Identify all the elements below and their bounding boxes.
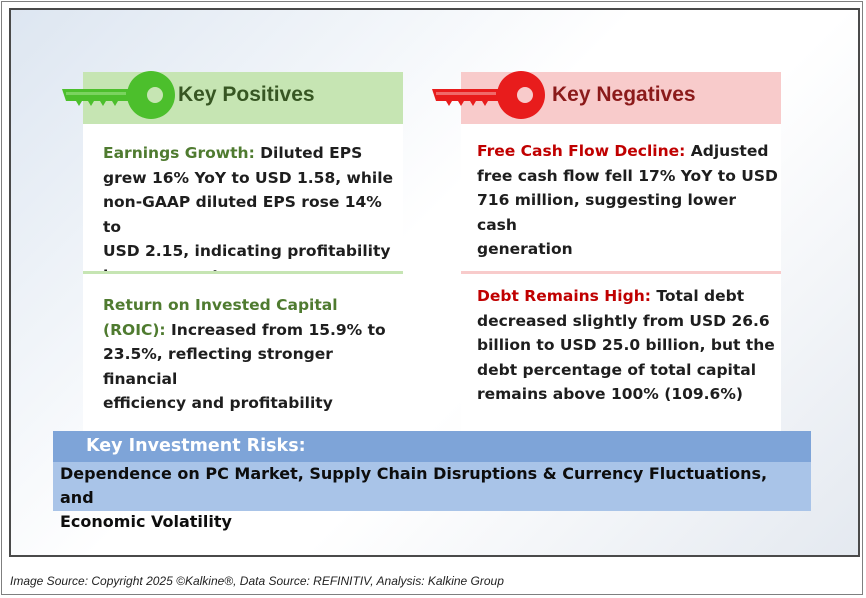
key-negatives-title: Key Negatives [552,83,696,106]
negative-item-line: remains above 100% (109.6%) [477,385,743,403]
positive-item-line: non-GAAP diluted EPS rose 14% to [103,193,382,236]
negative-item-line: free cash flow fell 17% YoY to USD [477,166,778,185]
positive-item-earnings-growth [83,124,403,271]
key-green-icon [58,66,178,124]
negative-item-lead: Free Cash Flow Decline: [477,142,686,160]
negative-item-free-cash-flow [461,124,781,271]
negative-item-text: Adjusted [685,142,769,160]
positive-item-line: efficiency and profitability [103,394,333,412]
key-investment-risks-bar [53,431,811,462]
negative-item-line: decreased slightly from USD 26.6 [477,311,770,330]
negative-item-line: debt percentage of total capital [477,360,757,379]
negative-item-lead: Debt Remains High: [477,287,651,305]
positive-item-lead: (ROIC): [103,320,166,339]
positive-item-lead: Return on Invested Capital [103,296,338,314]
positive-item-line [103,141,403,166]
positive-item-line: grew 16% YoY to USD 1.58, while [103,168,394,187]
negative-item-line: 716 million, suggesting lower cash [477,191,736,234]
negative-item-line [477,284,781,309]
positive-item-roic [83,274,403,431]
positive-item-text: Diluted EPS [254,144,363,162]
key-positives-title: Key Positives [178,83,315,106]
positive-item-text: Increased from 15.9% to [165,320,386,339]
key-investment-risks-title: Key Investment Risks: [86,436,306,456]
positive-item-line [103,318,403,343]
negative-item-line: generation [477,240,573,258]
positive-item-lead: Earnings Growth: [103,144,255,162]
key-red-icon [428,66,548,124]
risks-line: Economic Volatility [60,512,232,531]
key-investment-risks-box [53,431,811,531]
negative-item-line: billion to USD 25.0 billion, but the [477,336,775,354]
image-source-caption: Image Source: Copyright 2025 ©Kalkine®, Data Source: REFINITIV, Analysis: Kalkine Group [10,574,504,588]
negative-item-line [477,139,781,164]
positive-item-line: USD 2.15, indicating profitability [103,242,391,260]
negative-item-text: Total debt [650,287,745,305]
risks-line: Dependence on PC Market, Supply Chain Disruptions & Currency Fluctuations, and [60,464,768,507]
negative-item-debt [461,274,781,431]
key-investment-risks-text [60,462,800,534]
positive-item-line: 23.5%, reflecting stronger financial [103,345,333,388]
